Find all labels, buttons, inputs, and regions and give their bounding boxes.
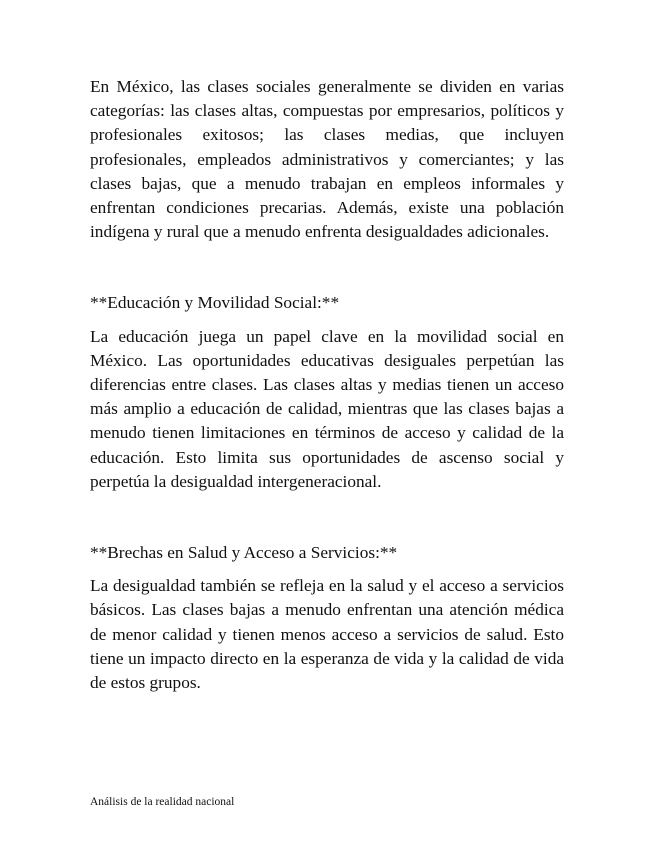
heading-spacer [90,565,564,574]
section-heading-education: **Educación y Movilidad Social:** [90,293,340,313]
heading-spacer [90,316,564,325]
document-body [90,75,564,695]
intro-paragraph: En México, las clases sociales generalmente se dividen en varias categorías: las clases altas, compuestas por empresarios, políticos y profesionales exitosos; las clases medias, que incluyen profesionales, empleados administrativos y comerciantes; y las clases bajas, que a menudo trabajan en empleos informales y enfrentan condiciones precarias. Además, existe una población indígena y rural que a menudo enfrenta desigualdades adicionales. [90,77,564,242]
section-spacer [90,244,564,291]
page-footer: Análisis de la realidad nacional [90,796,235,808]
section-heading-health: **Brechas en Salud y Acceso a Servicios:** [90,543,398,563]
section-body-health: La desigualdad también se refleja en la salud y el acceso a servicios básicos. Las clases bajas a menudo enfrentan una atención médica de menor calidad y tienen menos acceso a servicios de salud. Esto tiene un impacto directo en la esperanza de vida y la calidad de vida de estos grupos. [90,576,564,693]
section-body-education: La educación juega un papel clave en la movilidad social en México. Las oportunidades educativas desiguales perpetúan las diferencias entre clases. Las clases altas y medias tienen un acceso más amplio a educación de calidad, mientras que las clases bajas a menudo tienen limitaciones en términos de acceso y calidad de la educación. Esto limita sus oportunidades de ascenso social y perpetúa la desigualdad intergeneracional. [90,326,564,491]
section-spacer [90,494,564,541]
